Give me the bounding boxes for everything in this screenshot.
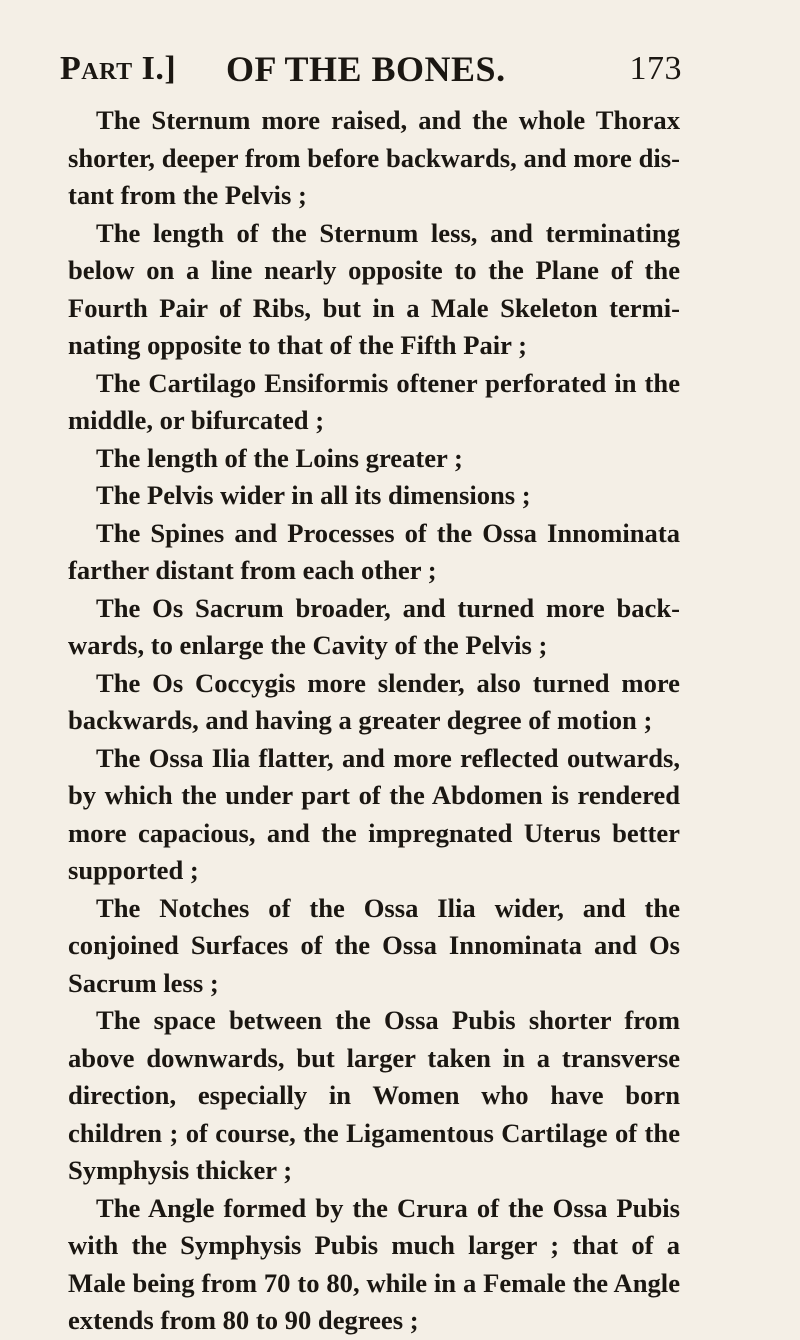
running-head [60, 44, 682, 104]
paragraph-7: The Os Sacrum broader, and turned more back- wards, to enlarge the Cavity of the Pelvis ; [68, 592, 680, 660]
paragraph-10: The Notches of the Ossa Ilia wider, and the conjoined Surfaces of the Ossa Innominata and Os Sacrum less ; [68, 892, 680, 998]
paragraph-1: The Sternum more raised, and the whole Thorax shorter, deeper from before backwards, and more dis- tant from the Pelvis ; [68, 105, 680, 210]
paragraph-6: The Spines and Processes of the Ossa Innominata farther distant from each other ; [68, 517, 680, 585]
paragraph-2: The length of the Sternum less, and terminating below on a line nearly opposite to the Plane of the Fourth Pair of Ribs, but in a Male Skeleton termi- nating opposite to that of the Fifth Pair ; [68, 217, 680, 360]
paragraph-12: The Angle formed by the Crura of the Ossa Pubis with the Symphysis Pubis much larger ; that of a Male being from 70 to 80, while in a Female the Angle extends from 80 to 90 degrees ; [68, 1192, 680, 1335]
running-head-title: OF THE BONES. [226, 49, 506, 89]
running-head-part: Part I.] [60, 50, 177, 87]
paragraph-8: The Os Coccygis more slender, also turned more backwards, and having a greater degree of motion ; [68, 667, 680, 735]
paragraph-9: The Ossa Ilia flatter, and more reflected outwards, by which the under part of the Abdomen is rendered more capacious, and the impregnated Uterus better supported ; [68, 742, 680, 885]
paragraph-3: The Cartilago Ensiformis oftener perforated in the middle, or bifurcated ; [68, 367, 680, 435]
paragraph-11: The space between the Ossa Pubis shorter from above downwards, but larger taken in a transverse direction, especially in Women who have born children ; of course, the Ligamentous Cartilage of the Symphysis thicker ; [68, 1005, 680, 1185]
page-number: 173 [629, 50, 682, 87]
paragraph-4: The length of the Loins greater ; [96, 442, 463, 473]
body-text [68, 102, 680, 1340]
paragraph-5: The Pelvis wider in all its dimensions ; [96, 480, 531, 510]
